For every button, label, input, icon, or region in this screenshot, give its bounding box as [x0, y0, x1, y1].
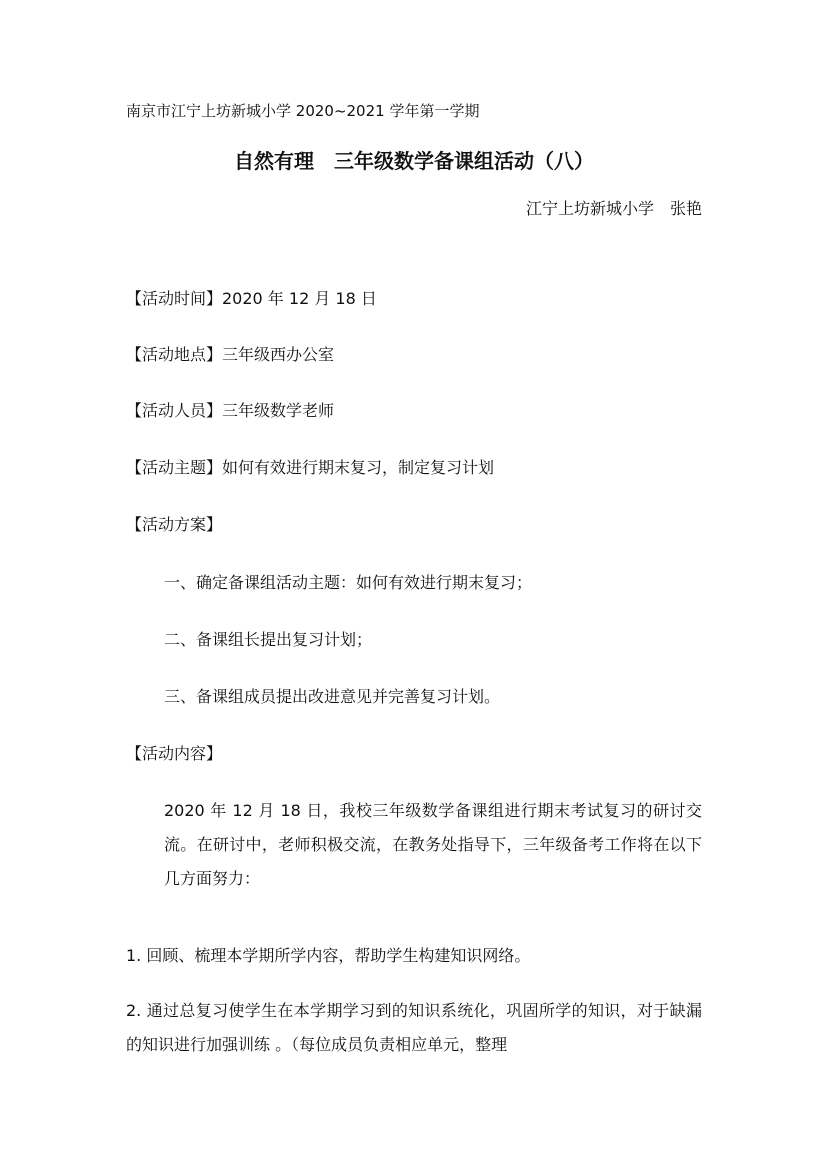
field-activity-topic: 【活动主题】如何有效进行期末复习，制定复习计划: [126, 458, 495, 477]
plan-item: 二、备课组长提出复习计划；: [164, 630, 373, 649]
content-point-1: 1. 回顾、梳理本学期所学内容，帮助学生构建知识网络。: [126, 946, 531, 965]
field-activity-people: 【活动人员】三年级数学老师: [126, 401, 335, 420]
content-heading: 【活动内容】: [126, 744, 223, 763]
field-activity-place: 【活动地点】三年级西办公室: [126, 345, 335, 364]
author-line: 江宁上坊新城小学 张艳: [525, 199, 702, 218]
plan-item: 三、备课组成员提出改进意见并完善复习计划。: [164, 687, 501, 706]
content-intro-text: 2020 年 12 月 18 日，我校三年级数学备课组进行期末考试复习的研讨交流。在研讨中，老师积极交流，在教务处指导下，三年级备考工作将在以下几方面努力：: [164, 801, 702, 888]
document-title: 自然有理 三年级数学备课组活动（八）: [234, 149, 594, 173]
content-intro-paragraph: [126, 794, 702, 896]
field-activity-time: 【活动时间】2020 年 12 月 18 日: [126, 289, 377, 308]
semester-note: 南京市江宁上坊新城小学 2020~2021 学年第一学期: [126, 102, 480, 120]
plan-heading: 【活动方案】: [126, 515, 223, 534]
content-point-2: 2. 通过总复习使学生在本学期学习到的知识系统化，巩固所学的知识，对于缺漏的知识进行加强训练 。（每位成员负责相应单元，整理: [126, 1001, 702, 1054]
plan-item: 一、确定备课组活动主题：如何有效进行期末复习；: [164, 573, 533, 592]
